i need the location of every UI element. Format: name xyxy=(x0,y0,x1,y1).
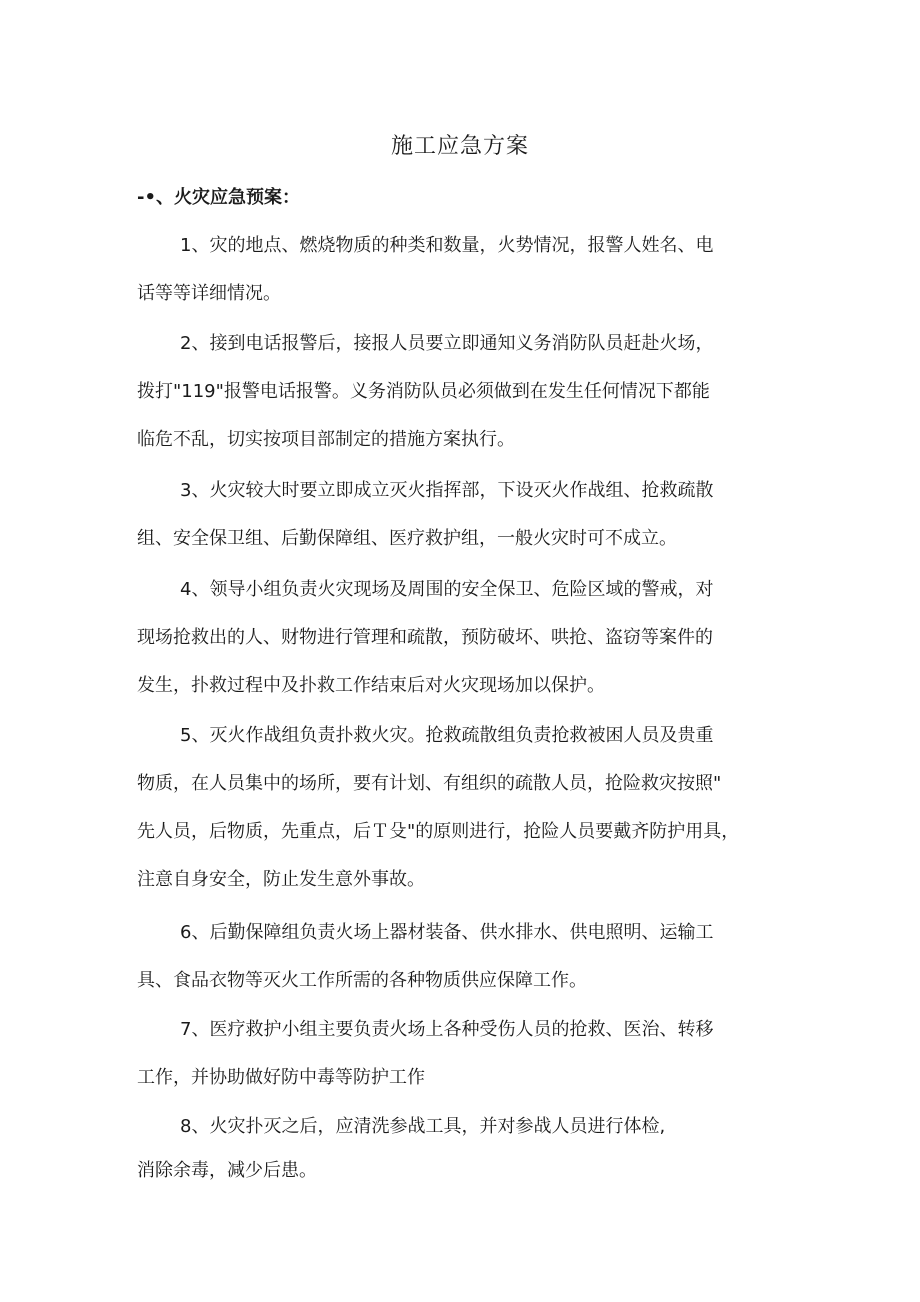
paragraph-line: 先人员，后物质，先重点，后Ｔ殳"的原则进行，抢险人员要戴齐防护用具， xyxy=(137,821,740,842)
section-heading: -•、火灾应急预案： xyxy=(137,187,300,208)
paragraph-line: 拨打"119"报警电话报警。义务消防队员必须做到在发生任何情况下都能 xyxy=(137,381,710,402)
paragraph-8 xyxy=(137,1105,787,1193)
paragraph-line: 组、安全保卫组、后勤保障组、医疗救护组，一般火灾时可不成立。 xyxy=(137,528,677,549)
paragraph-line: 物质，在人员集中的场所，要有计划、有组织的疏散人员，抢险救灾按照" xyxy=(137,773,722,794)
paragraph-2 xyxy=(137,320,787,464)
document-title: 施工应急方案 xyxy=(390,134,529,159)
paragraph-line: 发生，扑救过程中及扑救工作结束后对火灾现场加以保护。 xyxy=(137,675,605,696)
paragraph-line: 临危不乱，切实按项目部制定的措施方案执行。 xyxy=(137,429,515,450)
paragraph-line: 消除余毒，减少后患。 xyxy=(137,1160,317,1181)
paragraph-1 xyxy=(137,222,787,318)
paragraph-line: 8、火灾扑灭之后，应清洗参战工具，并对参战人员进行体检, xyxy=(180,1116,666,1137)
paragraph-line: 工作，并协助做好防中毒等防护工作 xyxy=(137,1067,425,1088)
paragraph-6 xyxy=(137,909,787,1005)
paragraph-line: 话等等详细情况。 xyxy=(137,283,281,304)
paragraph-line: 2、接到电话报警后，接报人员要立即通知义务消防队员赶赴火场， xyxy=(180,333,714,354)
paragraph-4 xyxy=(137,566,787,710)
paragraph-line: 1、灾的地点、燃烧物质的种类和数量，火势情况，报警人姓名、电 xyxy=(180,235,714,256)
paragraph-3 xyxy=(137,467,787,563)
paragraph-line: 注意自身安全，防止发生意外事故。 xyxy=(137,869,425,890)
paragraph-line: 6、后勤保障组负责火场上器材装备、供水排水、供电照明、运输工 xyxy=(180,922,714,943)
paragraph-line: 现场抢救出的人、财物进行管理和疏散，预防破坏、哄抢、盗窃等案件的 xyxy=(137,627,713,648)
paragraph-line: 具、食品衣物等灭火工作所需的各种物质供应保障工作。 xyxy=(137,970,587,991)
paragraph-line: 7、医疗救护小组主要负责火场上各种受伤人员的抢救、医治、转移 xyxy=(180,1019,714,1040)
paragraph-5 xyxy=(137,712,787,904)
paragraph-line: 4、领导小组负责火灾现场及周围的安全保卫、危险区域的警戒，对 xyxy=(180,579,714,600)
paragraph-line: 5、灭火作战组负责扑救火灾。抢救疏散组负责抢救被困人员及贵重 xyxy=(180,725,714,746)
paragraph-line: 3、火灾较大时要立即成立灭火指挥部，下设灭火作战组、抢救疏散 xyxy=(180,480,714,501)
paragraph-7 xyxy=(137,1006,787,1102)
